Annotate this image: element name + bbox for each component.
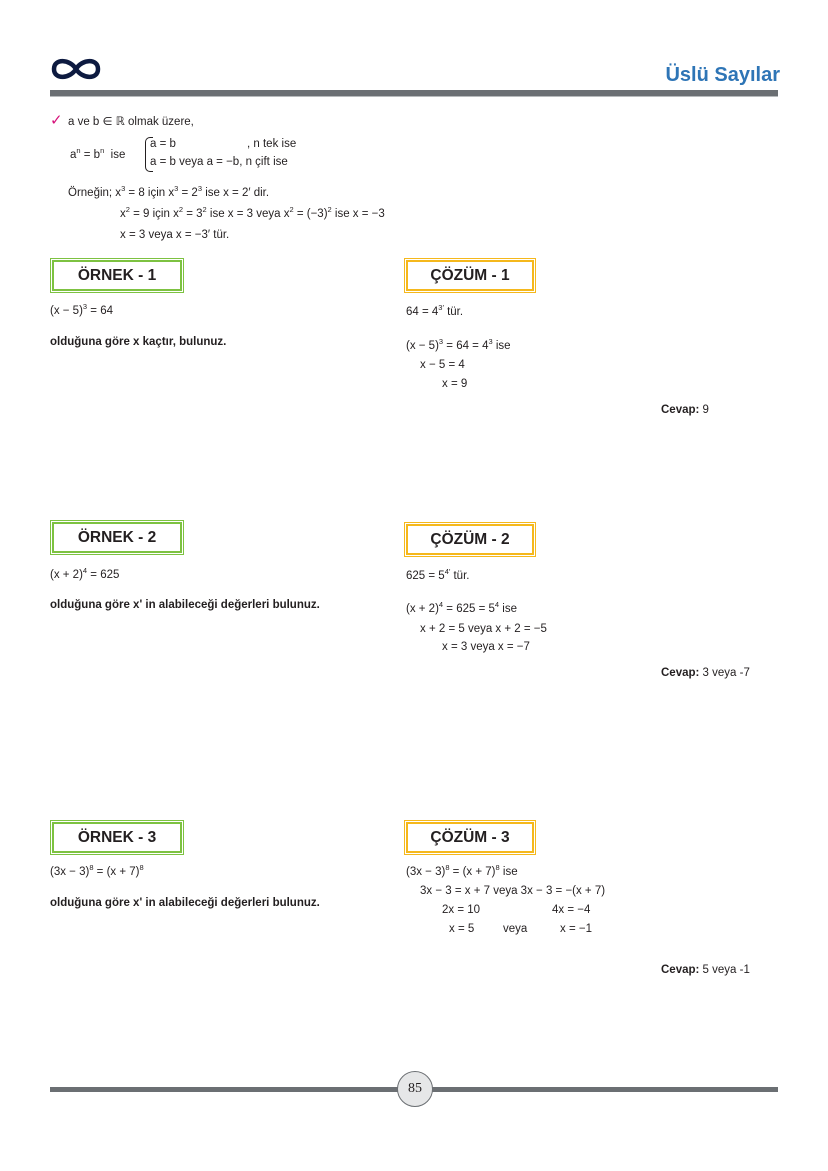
solution-2-line-4: x = 3 veya x = −7 — [442, 641, 530, 653]
solution-1-line-2: $(x - 5)^3 = 64 = 4^3$ ise — [406, 337, 511, 352]
answer-2: Cevap: 3 veya -7 — [661, 667, 750, 679]
infinity-icon — [50, 54, 102, 84]
rule-lhs: $a^n = b^n$ ise — [70, 146, 126, 161]
example-line-1: Örneğin; $x^3 = 8$ için $x^3 = 2^3$ ise x = 2′ dir. — [68, 184, 270, 199]
question-1-text: olduğuna göre x kaçtır, bulunuz. — [50, 336, 227, 348]
solution-2-line-1: $625 = 5^{4'}$ tür. — [406, 567, 470, 582]
page-number: 85 — [397, 1071, 433, 1107]
solution-1-line-3: x − 5 = 4 — [420, 359, 465, 371]
ornek-1-box: ÖRNEK - 1 — [52, 260, 182, 291]
cozum-3-box: ÇÖZÜM - 3 — [406, 822, 534, 853]
answer-3: Cevap: 5 veya -1 — [661, 964, 750, 976]
question-3-text: olduğuna göre x' in alabileceği değerleri bulunuz. — [50, 897, 320, 909]
ornek-2-box: ÖRNEK - 2 — [52, 522, 182, 553]
rule-case1-cond: , n tek ise — [247, 138, 297, 150]
question-1-eq: $(x - 5)^3 = 64$ — [50, 302, 113, 317]
question-3-eq: $(3x - 3)^8 = (x + 7)^8$ — [50, 863, 144, 878]
solution-2-line-2: $(x + 2)^4 = 625 = 5^4$ ise — [406, 600, 517, 615]
example-line-3: x = 3 veya x = −3′ tür. — [120, 229, 230, 241]
rule-intro: a ve b ∈ ℝ olmak üzere, — [68, 116, 194, 128]
example-line-2: $x^2 = 9$ için $x^2 = 3^2$ ise x = 3 veya $x^2 = (-3)^2$ ise x = −3 — [120, 205, 385, 220]
solution-3-line-1: $(3x - 3)^8 = (x + 7)^8$ ise — [406, 863, 518, 878]
solution-3-line-2: 3x − 3 = x + 7 veya 3x − 3 = −(x + 7) — [420, 885, 606, 897]
ornek-3-box: ÖRNEK - 3 — [52, 822, 182, 853]
solution-1-line-1: $64 = 4^{3'}$ tür. — [406, 303, 464, 318]
question-2-eq: $(x + 2)^4 = 625$ — [50, 566, 120, 581]
solution-2-line-3: x + 2 = 5 veya x + 2 = −5 — [420, 623, 547, 635]
question-2-text: olduğuna göre x' in alabileceği değerleri bulunuz. — [50, 599, 320, 611]
solution-3-line-4a: x = 5 — [449, 923, 475, 935]
answer-1: Cevap: 9 — [661, 404, 709, 416]
solution-3-line-4b: x = −1 — [560, 923, 592, 935]
cozum-2-box: ÇÖZÜM - 2 — [406, 524, 534, 555]
solution-3-line-4-veya: veya — [503, 923, 528, 935]
header-rule-thin — [50, 96, 778, 97]
cozum-1-box: ÇÖZÜM - 1 — [406, 260, 534, 291]
solution-1-line-4: x = 9 — [442, 378, 468, 390]
check-icon: ✓ — [50, 112, 63, 129]
rule-case2: a = b veya a = −b, n çift ise — [150, 156, 288, 168]
rule-case1: a = b — [150, 138, 176, 150]
page-title: Üslü Sayılar — [665, 64, 780, 86]
solution-3-line-3b: 4x = −4 — [552, 904, 591, 916]
solution-3-line-3a: 2x = 10 — [442, 904, 481, 916]
